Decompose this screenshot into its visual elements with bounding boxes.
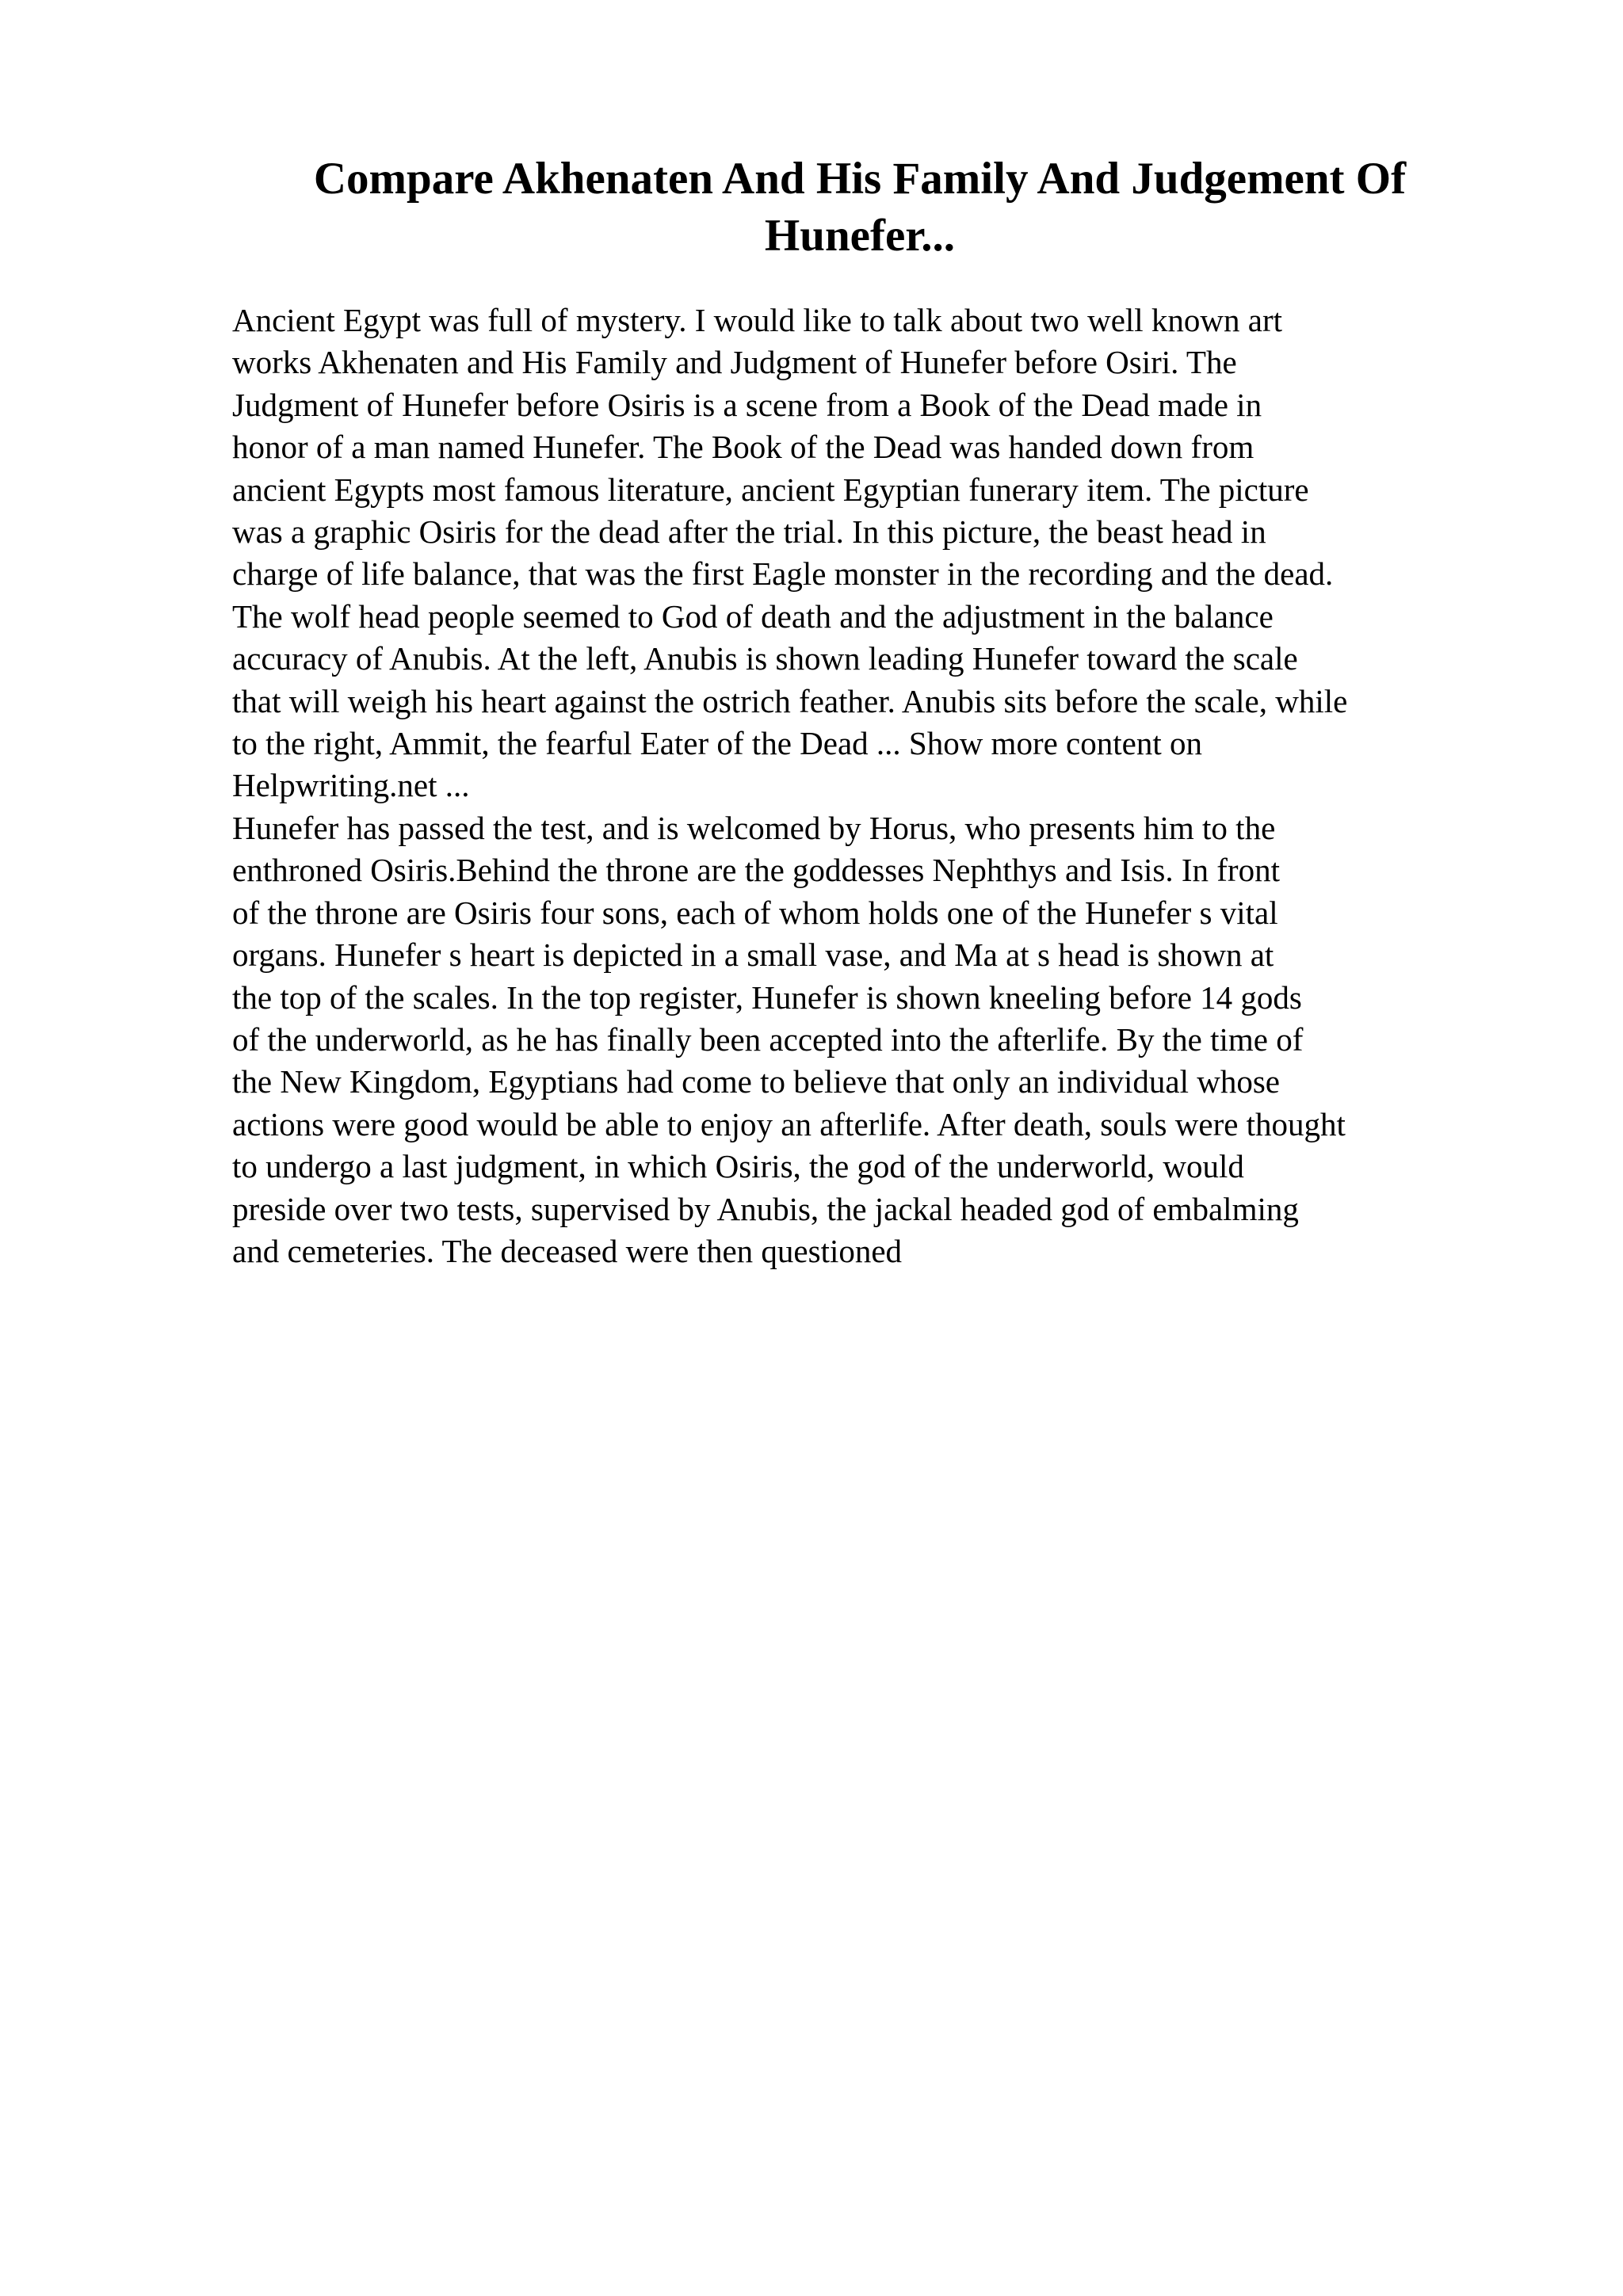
text-line: Helpwriting.net ...	[232, 767, 470, 804]
text-line: and cemeteries. The deceased were then questioned	[232, 1232, 903, 1269]
text-line: of the underworld, as he has finally been accepted into the afterlife. By the time of	[232, 1020, 1304, 1058]
text-line: Hunefer has passed the test, and is welcomed by Horus, who presents him to the	[232, 809, 1276, 846]
text-line: Judgment of Hunefer before Osiris is a scene from a Book of the Dead made in	[232, 386, 1262, 423]
text-line: The wolf head people seemed to God of death and the adjustment in the balance	[232, 597, 1274, 635]
text-line: the New Kingdom, Egyptians had come to believe that only an individual whose	[232, 1063, 1280, 1100]
text-line: works Akhenaten and His Family and Judgment of Hunefer before Osiri. The	[232, 344, 1237, 381]
text-line: enthroned Osiris.Behind the throne are the goddesses Nephthys and Isis. In front	[232, 852, 1280, 889]
text-line: Ancient Egypt was full of mystery. I would like to talk about two well known art	[232, 302, 1283, 338]
document-title	[230, 151, 1490, 265]
text-line: accuracy of Anubis. At the left, Anubis is shown leading Hunefer toward the scale	[232, 640, 1298, 677]
text-line: honor of a man named Hunefer. The Book of the Dead was handed down from	[232, 429, 1254, 466]
text-line: to undergo a last judgment, in which Osiris, the god of the underworld, would	[232, 1148, 1244, 1185]
text-line: preside over two tests, supervised by Anubis, the jackal headed god of embalming	[232, 1190, 1299, 1227]
title-line: Compare Akhenaten And His Family And Judgement Of	[313, 154, 1407, 204]
text-line: organs. Hunefer s heart is depicted in a small vase, and Ma at s head is shown at	[232, 936, 1274, 974]
text-line: that will weigh his heart against the ostrich feather. Anubis sits before the scale, while	[232, 682, 1348, 719]
text-line: charge of life balance, that was the first Eagle monster in the recording and the dead.	[232, 555, 1334, 593]
text-line: actions were good would be able to enjoy an afterlife. After death, souls were thought	[232, 1105, 1346, 1142]
text-line: was a graphic Osiris for the dead after the trial. In this picture, the beast head in	[232, 513, 1266, 551]
paragraph-2	[232, 807, 1516, 1272]
document-body	[232, 299, 1516, 1272]
text-line: the top of the scales. In the top register, Hunefer is shown kneeling before 14 gods	[232, 978, 1302, 1016]
text-line: ancient Egypts most famous literature, ancient Egyptian funerary item. The picture	[232, 471, 1309, 508]
title-line: Hunefer...	[764, 211, 956, 261]
paragraph-1	[232, 299, 1516, 807]
text-line: to the right, Ammit, the fearful Eater of the Dead ... Show more content on	[232, 725, 1202, 762]
text-line: of the throne are Osiris four sons, each of whom holds one of the Hunefer s vital	[232, 894, 1278, 931]
